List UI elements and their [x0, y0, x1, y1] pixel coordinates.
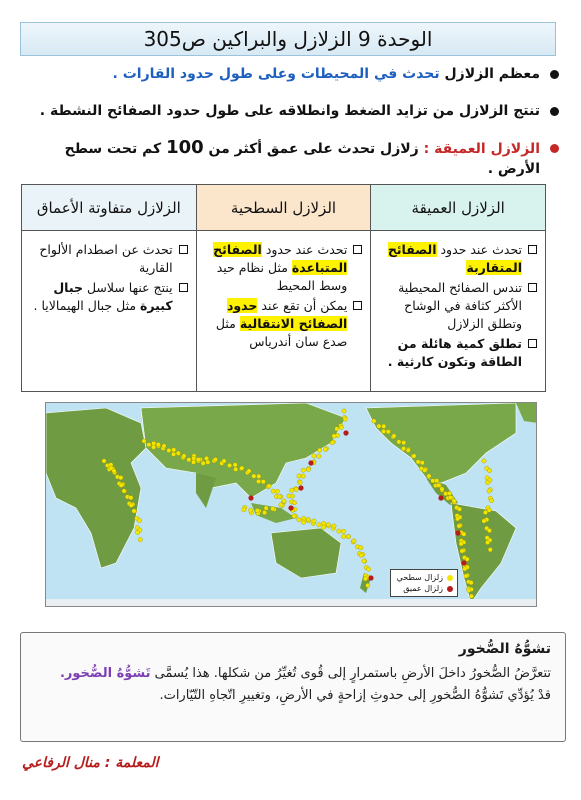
deep-quake-dot [248, 495, 253, 500]
legend-item-shallow [395, 572, 453, 583]
shallow-quake-dot [242, 508, 246, 512]
shallow-quake-dot [275, 489, 279, 493]
shallow-quake-dot [487, 489, 491, 493]
shallow-quake-dot [262, 510, 266, 514]
shallow-quake-dot [335, 427, 339, 431]
shallow-quake-dot [287, 494, 291, 498]
deep-quake-dot [438, 495, 443, 500]
shallow-quake-dot [147, 443, 151, 447]
shallow-quake-dot [301, 468, 305, 472]
rock-deformation-box [20, 632, 566, 742]
checkbox-icon [528, 339, 537, 348]
bullet-dot-icon [550, 144, 559, 153]
shallow-quake-dot [297, 518, 301, 522]
rock-term: تَشوُّهُ الصُّخور. [59, 666, 151, 681]
shallow-quake-dot [187, 458, 191, 462]
shallow-quake-dot [119, 483, 123, 487]
shallow-quake-dot [227, 463, 231, 467]
shallow-quake-dot [482, 519, 486, 523]
shallow-quake-dot [317, 523, 321, 527]
teacher-signature: المعلمة : منال الرفاعي [22, 755, 159, 771]
shallow-quake-dot [271, 507, 275, 511]
column-body-shallow [197, 231, 371, 357]
shallow-quake-dot [366, 583, 370, 587]
checkbox-icon [179, 245, 188, 254]
shallow-quake-dot [469, 594, 473, 598]
shallow-quake-dot [346, 535, 350, 539]
shallow-quake-dot [487, 528, 491, 532]
shallow-quake-dot [278, 495, 282, 499]
checkbox-icon [353, 245, 362, 254]
shallow-quake-dot [343, 417, 347, 421]
shallow-quake-dot [460, 549, 464, 553]
shallow-quake-dot [420, 461, 424, 465]
item-text-bold: جبال كبيرة [53, 280, 173, 313]
shallow-quake-dot [330, 441, 334, 445]
shallow-quake-dot [138, 538, 142, 542]
list-item [30, 241, 188, 277]
item-text-tail: مثل صدع سان أندرياس [215, 316, 348, 349]
shallow-quake-dot [359, 546, 363, 550]
deep-quake-dot [455, 530, 460, 535]
shallow-quake-dot [416, 460, 420, 464]
deep-quake-dot [288, 505, 293, 510]
shallow-quake-dot [102, 459, 106, 463]
shallow-quake-dot [129, 496, 133, 500]
term-deep-earthquakes: الزلازل العميقة : [418, 141, 540, 157]
shallow-quake-dot [162, 444, 166, 448]
definition-text-end: كم تحت سطح الأرض . [64, 141, 540, 177]
shallow-quake-dot [261, 480, 265, 484]
shallow-quake-dot [423, 468, 427, 472]
shallow-quake-dot [457, 507, 461, 511]
shallow-quake-dot [366, 567, 370, 571]
shallow-quake-dot [156, 442, 160, 446]
bullet-text: تنتج الزلازل من تزايد الضغط وانطلاقه على طول حدود الصفائح النشطة . [39, 103, 540, 119]
shallow-quake-dot [435, 479, 439, 483]
shallow-quake-dot [167, 448, 171, 452]
column-varying-depth [22, 185, 196, 391]
item-text [205, 297, 348, 351]
item-text: تحدث عن اصطدام الألواح القارية [39, 242, 173, 275]
shallow-quake-dot [112, 469, 116, 473]
bullet-list [20, 64, 559, 196]
column-body-deep [371, 231, 545, 377]
shallow-quake-dot [412, 454, 416, 458]
shallow-quake-dot [392, 434, 396, 438]
shallow-quake-dot [359, 553, 363, 557]
highlight-convergent: الصفائح المتقاربة [387, 242, 522, 275]
legend-item-deep [395, 583, 453, 594]
column-header-deep: الزلازل العميقة [371, 185, 545, 231]
earthquake-comparison-table [21, 184, 546, 392]
shallow-quake-dot [256, 479, 260, 483]
list-item [30, 279, 188, 315]
shallow-quake-dot [151, 445, 155, 449]
shallow-quake-dot [341, 534, 345, 538]
shallow-quake-dot [171, 452, 175, 456]
list-item [379, 335, 537, 371]
legend-label: زلزال عميق [403, 584, 443, 593]
shallow-quake-dot [464, 574, 468, 578]
bullet-text [20, 138, 540, 179]
rock-paragraph-line [35, 663, 551, 685]
shallow-quake-dot [306, 517, 310, 521]
shallow-quake-dot [457, 524, 461, 528]
shallow-quake-dot [264, 506, 268, 510]
shallow-quake-dot [402, 441, 406, 445]
definition-text: زلازل تحدث على عمق أكثر من [203, 141, 419, 157]
shallow-quake-dot [312, 519, 316, 523]
item-text-tail: مثل نظام حيد وسط المحيط [216, 260, 348, 293]
shallow-quake-dot [248, 508, 252, 512]
list-item [379, 279, 537, 333]
shallow-quake-dot [427, 474, 431, 478]
shallow-quake-dot [282, 499, 286, 503]
depth-value: 100 [166, 137, 204, 158]
legend-dot-icon [447, 575, 453, 581]
shallow-quake-dot [469, 581, 473, 585]
shallow-quake-dot [483, 510, 487, 514]
shallow-quake-dot [455, 517, 459, 521]
shallow-quake-dot [372, 419, 376, 423]
shallow-quake-dot [440, 487, 444, 491]
shallow-quake-dot [279, 503, 283, 507]
shallow-quake-dot [292, 514, 296, 518]
legend-label: زلزال سطحي [396, 573, 443, 582]
shallow-quake-dot [290, 488, 294, 492]
list-item [205, 241, 363, 295]
shallow-quake-dot [191, 460, 195, 464]
item-text [205, 241, 348, 295]
shallow-quake-dot [342, 409, 346, 413]
bullet-text-highlight: تحدث في المحيطات وعلى طول حدود القارات . [112, 66, 440, 82]
shallow-quake-dot [294, 487, 298, 491]
shallow-quake-dot [332, 524, 336, 528]
deep-quake-dot [298, 485, 303, 490]
shallow-quake-dot [462, 532, 466, 536]
shallow-quake-dot [465, 557, 469, 561]
highlight-transform: حدود الصفائح الانتقالية [226, 298, 348, 331]
shallow-quake-dot [447, 491, 451, 495]
bullet-text-lead: معظم الزلازل [439, 66, 540, 82]
shallow-quake-dot [485, 480, 489, 484]
shallow-quake-dot [257, 474, 261, 478]
deep-quake-dot [368, 575, 373, 580]
shallow-quake-dot [317, 454, 321, 458]
shallow-quake-dot [206, 460, 210, 464]
shallow-quake-dot [119, 476, 123, 480]
shallow-quake-dot [292, 501, 296, 505]
shallow-quake-dot [332, 434, 336, 438]
item-text: تطلق كمية هائلة من الطاقة وتكون كارثية . [387, 336, 522, 369]
shallow-quake-dot [436, 483, 440, 487]
page-title: الوحدة 9 الزلازل والبراكين ص305 [20, 22, 556, 56]
list-item [205, 297, 363, 351]
shallow-quake-dot [382, 424, 386, 428]
bullet-dot-icon [550, 107, 559, 116]
shallow-quake-dot [222, 459, 226, 463]
map-legend [390, 569, 458, 597]
shallow-quake-dot [452, 499, 456, 503]
shallow-quake-dot [362, 559, 366, 563]
shallow-quake-dot [267, 484, 271, 488]
shallow-quake-dot [132, 509, 136, 513]
shallow-quake-dot [321, 525, 325, 529]
shallow-quake-dot [401, 446, 405, 450]
shallow-quake-dot [172, 448, 176, 452]
checkbox-icon [528, 245, 537, 254]
rock-text: تتعرَّضُ الصُّخورُ داخلَ الأرضِ باستمرارٍ إلى قُوى تُغيِّرُ من شكلها. هذا يُسمَّى [150, 666, 551, 681]
shallow-quake-dot [176, 451, 180, 455]
item-text [30, 279, 173, 315]
item-text [379, 241, 522, 277]
item-text-lead: تحدث عند حدود [261, 242, 348, 257]
column-shallow [196, 185, 371, 391]
shallow-quake-dot [247, 469, 251, 473]
item-text-tail: مثل جبال الهيمالايا . [33, 298, 141, 313]
shallow-quake-dot [122, 489, 126, 493]
column-body-varying [22, 231, 196, 321]
deep-quake-dot [461, 560, 466, 565]
shallow-quake-dot [406, 448, 410, 452]
shallow-quake-dot [352, 539, 356, 543]
bullet-item [20, 64, 559, 84]
world-map-graphic [46, 403, 537, 607]
shallow-quake-dot [488, 548, 492, 552]
shallow-quake-dot [201, 461, 205, 465]
checkbox-icon [528, 283, 537, 292]
shallow-quake-dot [213, 457, 217, 461]
shallow-quake-dot [240, 466, 244, 470]
bullet-item [20, 138, 559, 179]
item-text-lead: يمكن أن تقع عند [257, 298, 348, 313]
legend-dot-icon [447, 586, 453, 592]
item-text-lead: ينتج عنها سلاسل [82, 280, 173, 295]
shallow-quake-dot [463, 567, 467, 571]
item-text: تندس الصفائح المحيطية الأكثر كثافة في الوشاح وتطلق الزلازل [398, 280, 522, 331]
shallow-quake-dot [489, 498, 493, 502]
shallow-quake-dot [298, 481, 302, 485]
shallow-quake-dot [301, 520, 305, 524]
shallow-quake-dot [196, 457, 200, 461]
bullet-item [20, 101, 559, 121]
shallow-quake-dot [182, 454, 186, 458]
shallow-quake-dot [318, 448, 322, 452]
shallow-quake-dot [337, 529, 341, 533]
rock-paragraph-line: قدْ يُؤدِّي تَشوُّهُ الصُّخورِ إلى حدوثِ إزاحةٍ في الأرضِ، وتغييرِ اتّجاهِ التّيّارات. [159, 688, 551, 703]
column-header-shallow: الزلازل السطحية [197, 185, 371, 231]
column-header-varying: الزلازل متفاوتة الأعماق [22, 185, 196, 231]
shallow-quake-dot [312, 454, 316, 458]
shallow-quake-dot [255, 508, 259, 512]
column-deep [370, 185, 545, 391]
shallow-quake-dot [339, 425, 343, 429]
shallow-quake-dot [485, 540, 489, 544]
earthquake-world-map [45, 402, 537, 607]
shallow-quake-dot [342, 529, 346, 533]
shallow-quake-dot [326, 522, 330, 526]
item-text-lead: تحدث عند حدود [436, 242, 522, 257]
highlight-divergent: الصفائح المتباعدة [213, 242, 348, 275]
shallow-quake-dot [386, 430, 390, 434]
shallow-quake-dot [137, 518, 141, 522]
shallow-quake-dot [323, 447, 327, 451]
shallow-quake-dot [142, 439, 146, 443]
shallow-quake-dot [467, 588, 471, 592]
shallow-quake-dot [297, 474, 301, 478]
checkbox-icon [179, 283, 188, 292]
bullet-text [113, 64, 540, 84]
shallow-quake-dot [448, 495, 452, 499]
shallow-quake-dot [129, 503, 133, 507]
shallow-quake-dot [271, 489, 275, 493]
shallow-quake-dot [381, 429, 385, 433]
deep-quake-dot [343, 430, 348, 435]
shallow-quake-dot [306, 467, 310, 471]
shallow-quake-dot [487, 468, 491, 472]
shallow-quake-dot [397, 440, 401, 444]
checkbox-icon [353, 301, 362, 310]
shallow-quake-dot [459, 542, 463, 546]
list-item [379, 241, 537, 277]
section-heading: تشوُّهُ الصُّخور [458, 641, 551, 657]
shallow-quake-dot [234, 467, 238, 471]
shallow-quake-dot [482, 459, 486, 463]
shallow-quake-dot [252, 474, 256, 478]
bullet-dot-icon [550, 70, 559, 79]
shallow-quake-dot [233, 463, 237, 467]
shallow-quake-dot [301, 474, 305, 478]
shallow-quake-dot [377, 424, 381, 428]
shallow-quake-dot [135, 530, 139, 534]
shallow-quake-dot [363, 577, 367, 581]
deep-quake-dot [308, 460, 313, 465]
